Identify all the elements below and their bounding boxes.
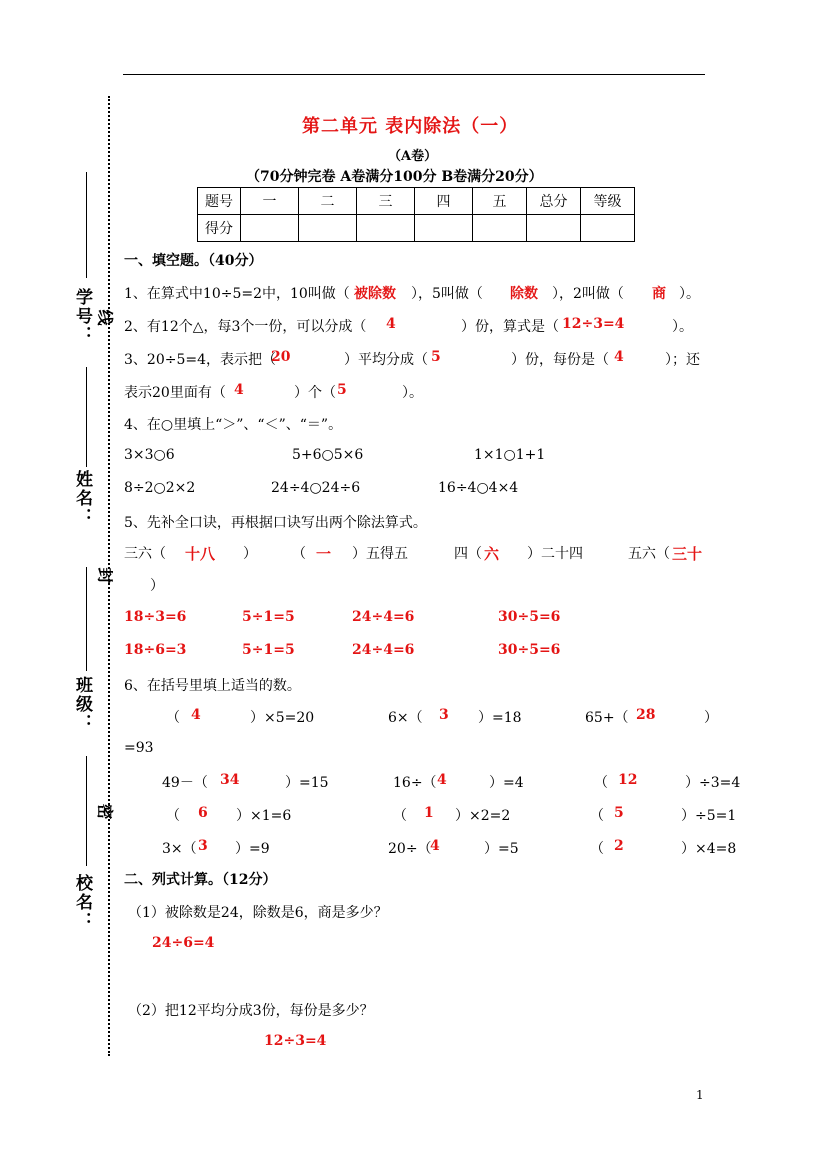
xuehao-underline [86, 172, 87, 278]
q5-kou-text: ）五得五 [352, 546, 408, 562]
q5-equation: 5÷1=5 [242, 642, 295, 658]
q6-answer: 2 [614, 838, 624, 854]
q4-item: 24÷4○24÷6 [271, 480, 361, 496]
score-header-cell: 五 [473, 188, 527, 215]
q1-answer-3: 商 [652, 286, 666, 302]
score-cell[interactable] [527, 215, 581, 242]
score-cell[interactable] [241, 215, 299, 242]
q6-answer: 28 [636, 707, 656, 723]
q6-text: （ [590, 808, 604, 824]
page-number: 1 [696, 1088, 704, 1102]
q4-item: 16÷4○4×4 [438, 480, 519, 496]
q5-equation: 5÷1=5 [242, 609, 295, 625]
q6-text: （ [590, 841, 604, 857]
q6-answer: 34 [220, 772, 240, 788]
q6-text: ）=15 [285, 775, 329, 791]
score-header-cell: 二 [299, 188, 357, 215]
q5-kou-text: 三六（ [124, 546, 166, 562]
q3-text: 表示20里面有（ [124, 385, 226, 401]
q6-text: （ [393, 808, 407, 824]
q5-kou-answer: 六 [484, 545, 500, 563]
xingming-underline [86, 367, 87, 467]
score-header-cell: 四 [415, 188, 473, 215]
q6-answer: 3 [439, 707, 449, 723]
q6-text: 20÷（ [388, 841, 432, 857]
q5-heading: 5、先补全口诀，再根据口诀写出两个除法算式。 [124, 515, 427, 531]
sec2-problem-1: （1）被除数是24，除数是6，商是多少？ [128, 905, 388, 921]
q6-text: ）×1=6 [236, 808, 292, 824]
q5-kou-answer: 三十 [672, 545, 703, 563]
q3-answer-2: 5 [431, 349, 441, 365]
xuehao-label: 学号： [72, 288, 92, 345]
score-table [197, 187, 635, 242]
sec2-problem-2: （2）把12平均分成3份，每份是多少？ [128, 1003, 374, 1019]
q6-text: 16÷（ [393, 775, 437, 791]
q3-text: 3、20÷5=4，表示把（ [124, 352, 276, 368]
sec2-answer-2: 12÷3=4 [264, 1033, 327, 1049]
q3-text: ）份，每份是（ [511, 352, 609, 368]
q2-answer-1: 4 [386, 316, 396, 332]
section-1-heading: 一、填空题。（40分） [124, 253, 263, 269]
score-cell[interactable] [357, 215, 415, 242]
q6-heading: 6、在括号里填上适当的数。 [124, 678, 301, 694]
q6-text: ） [704, 710, 718, 726]
score-header-cell: 总分 [527, 188, 581, 215]
q6-text: （ [166, 710, 180, 726]
q6-text: （ [166, 808, 180, 824]
q5-kou-answer: 一 [316, 545, 332, 563]
q6-text: 65+（ [585, 710, 629, 726]
q5-equation: 30÷5=6 [498, 609, 561, 625]
score-cell[interactable] [581, 215, 635, 242]
page-title: 第二单元 表内除法（一） [302, 116, 519, 137]
q3-text: ）个（ [294, 385, 336, 401]
q5-kou-text: 四（ [454, 546, 482, 562]
q6-answer: 6 [198, 805, 208, 821]
q3-answer-3: 4 [614, 349, 624, 365]
banji-underline [86, 567, 87, 671]
q4-heading: 4、在○里填上“＞”、“＜”、“＝”。 [124, 417, 343, 433]
q3-answer-5: 5 [337, 382, 347, 398]
q6-text: ）×4=8 [681, 841, 737, 857]
score-cell[interactable] [415, 215, 473, 242]
mi-char: 密 [95, 803, 115, 820]
score-header-cell: 一 [241, 188, 299, 215]
q6-text: 49－（ [162, 775, 208, 791]
q6-text: 3×（ [162, 841, 197, 857]
q1-text: 1、在算式中10÷5=2中，10叫做（ [124, 286, 350, 302]
q6-answer: 3 [198, 838, 208, 854]
q6-text: ）=9 [235, 841, 270, 857]
subtitle: （A卷） [388, 149, 438, 164]
q6-answer: 12 [618, 772, 638, 788]
q6-answer: 4 [437, 772, 447, 788]
q5-kou-text: 五六（ [628, 546, 670, 562]
q5-kou-text: ）二十四 [527, 546, 583, 562]
feng-char: 封 [95, 567, 115, 584]
xingming-label: 姓名： [72, 470, 92, 527]
sec2-answer-1: 24÷6=4 [152, 935, 215, 951]
q2-text: 2、有12个△，每3个一份，可以分成（ [124, 319, 367, 335]
q6-text: ）÷5=1 [681, 808, 737, 824]
q5-equation: 18÷3=6 [124, 609, 187, 625]
q6-answer: 4 [191, 707, 201, 723]
score-row-label: 得分 [198, 215, 241, 242]
q4-item: 1×1○1+1 [474, 447, 546, 463]
q4-item: 3×3○6 [124, 447, 175, 463]
q3-text: ）。 [402, 385, 423, 401]
q5-equation: 30÷5=6 [498, 642, 561, 658]
q1-answer-2: 除数 [510, 286, 538, 302]
q1-text: ），2叫做（ [552, 286, 624, 302]
q5-kou-text: （ [292, 546, 306, 562]
q5-kou-answer: 十八 [185, 545, 216, 563]
q2-answer-2: 12÷3=4 [562, 316, 625, 332]
q5-equation: 18÷6=3 [124, 642, 187, 658]
q6-text: ）÷3=4 [685, 775, 741, 791]
q3-text: ）；还 [665, 352, 700, 368]
score-header-cell: 三 [357, 188, 415, 215]
q6-text: 6×（ [388, 710, 423, 726]
q5-kou-text: ） [243, 546, 257, 562]
score-cell[interactable] [299, 215, 357, 242]
header-rule [123, 74, 705, 75]
section-2-heading: 二、列式计算。（12分） [124, 872, 277, 888]
score-header-cell: 等级 [581, 188, 635, 215]
xian-char: 线 [95, 309, 115, 326]
score-header-cell: 题号 [198, 188, 241, 215]
q6-text: ）×2=2 [455, 808, 511, 824]
banji-label: 班级： [72, 676, 92, 733]
q2-text: ）。 [672, 319, 693, 335]
q5-equation: 24÷4=6 [352, 642, 415, 658]
q3-text: ）平均分成（ [344, 352, 428, 368]
q3-answer-4: 4 [234, 382, 244, 398]
q2-text: ）份，算式是（ [461, 319, 559, 335]
q4-item: 5+6○5×6 [292, 447, 364, 463]
q6-answer: 5 [614, 805, 624, 821]
q1-text: ），5叫做（ [411, 286, 483, 302]
exam-info: （70分钟完卷 A卷满分100分 B卷满分20分） [246, 169, 543, 185]
q6-text: =93 [124, 740, 154, 756]
score-header-row [198, 188, 635, 215]
q6-answer: 1 [424, 805, 434, 821]
xiaoming-label: 校名： [72, 874, 92, 931]
q5-kou-text: ） [150, 578, 164, 594]
q1-text: ）。 [679, 286, 700, 302]
score-row [198, 215, 635, 242]
q6-text: （ [594, 775, 608, 791]
q6-text: ）×5=20 [250, 710, 315, 726]
q6-text: ）=5 [484, 841, 519, 857]
q5-equation: 24÷4=6 [352, 609, 415, 625]
score-cell[interactable] [473, 215, 527, 242]
q6-text: ）=4 [489, 775, 524, 791]
q1-answer-1: 被除数 [354, 286, 396, 302]
q3-answer-1: 20 [271, 349, 291, 365]
q6-text: ）=18 [478, 710, 522, 726]
xiaoming-underline [86, 756, 87, 866]
q4-item: 8÷2○2×2 [124, 480, 196, 496]
q6-answer: 4 [430, 838, 440, 854]
